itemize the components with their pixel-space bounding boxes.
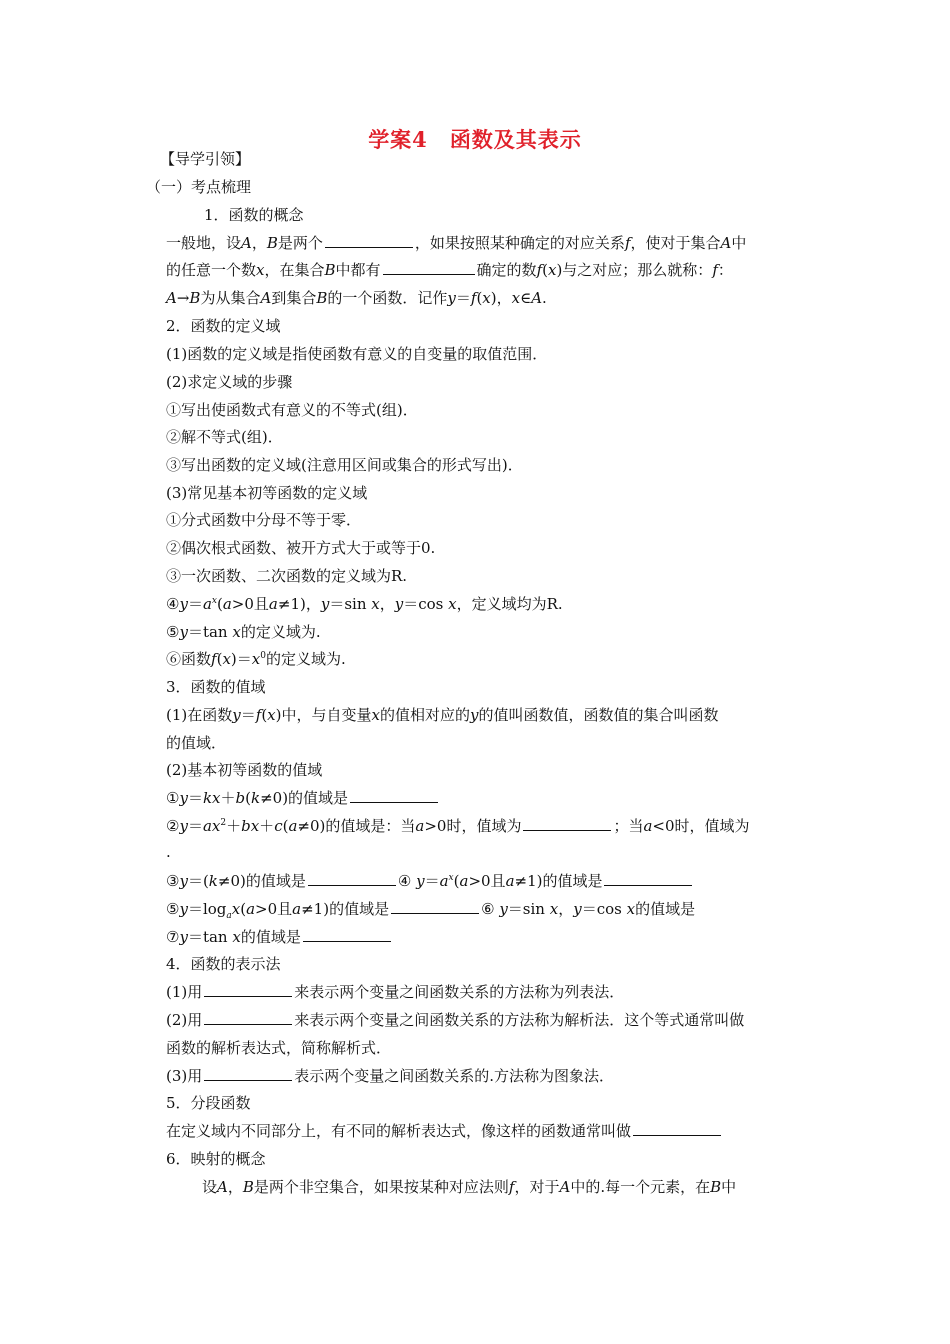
s2-p3-6: ⑥函数$f(x)=x^0$的定义域为. <box>166 650 346 668</box>
s4-p2-cont: 函数的解析表达式，简称解析式． <box>166 1039 392 1057</box>
s4-heading: 4．函数的表示法 <box>166 955 281 973</box>
s4-p3: (3)用 表示两个变量之间函数关系的.方法称为图象法． <box>166 1067 615 1085</box>
answer-blank <box>633 1121 721 1136</box>
answer-blank <box>604 871 692 886</box>
s2-p3: (3)常见基本初等函数的定义域 <box>166 484 368 502</box>
s2-p3-1: ①分式函数中分母不等于零． <box>166 511 362 529</box>
s1-line3: A→B为从集合A到集合B的一个函数．记作y＝f(x)，x∈A. <box>166 289 547 307</box>
answer-blank <box>308 871 396 886</box>
s4-p2: (2)用 来表示两个变量之间函数关系的方法称为解析法．这个等式通常叫做 <box>166 1011 745 1029</box>
s1-heading: 1．函数的概念 <box>204 206 304 224</box>
page-title <box>0 124 950 154</box>
s1-line1: 一般地，设A，B是两个 ，如果按照某种确定的对应关系f，使对于集合A中 <box>166 234 747 252</box>
title-topic: 函数及其表示 <box>449 127 582 152</box>
s3-p1-cont: 的值域． <box>166 734 227 752</box>
s1-line2: 的任意一个数x，在集合B中都有 确定的数f(x)与之对应；那么就称：f： <box>166 261 733 279</box>
section-heading: （一）考点梳理 <box>146 178 252 196</box>
answer-blank <box>204 1066 292 1081</box>
s3-item2: $②y=ax^2+bx+c(a\ne 0)$的值域是：当a>0时，值域为 ；当a<0时，值域为 <box>166 817 750 835</box>
s6-p1: 设A，B是两个非空集合，如果按某种对应法则f，对于A中的.每一个元素，在B中 <box>202 1178 737 1196</box>
s2-p2: (2)求定义域的步骤 <box>166 373 293 391</box>
s2-p2-1: ①写出使函数式有意义的不等式(组)． <box>166 401 418 419</box>
s3-item1: ①y＝kx＋b(k≠0)的值域是 <box>166 788 440 808</box>
s4-p1: (1)用 来表示两个变量之间函数关系的方法称为列表法． <box>166 983 625 1001</box>
answer-blank <box>350 788 438 803</box>
s2-p2-3: ③写出函数的定义域(注意用区间或集合的形式写出)． <box>166 456 523 474</box>
s3-p1: (1)在函数y＝f(x)中，与自变量x的值相对应的y的值叫函数值，函数值的集合叫函数 <box>166 706 719 724</box>
s3-item2-cont: . <box>166 843 171 861</box>
s2-p2-2: ②解不等式(组)． <box>166 428 283 446</box>
s2-p3-5: ⑤y＝tan x的定义域为. <box>166 623 321 641</box>
s6-heading: 6．映射的概念 <box>166 1150 266 1168</box>
answer-blank <box>204 982 292 997</box>
answer-blank <box>325 233 413 248</box>
answer-blank <box>204 1010 292 1025</box>
s3-item7: ⑦y＝tan x的值域是 <box>166 927 393 947</box>
s2-heading: 2．函数的定义域 <box>166 317 281 335</box>
answer-blank <box>523 816 611 831</box>
s3-p2: (2)基本初等函数的值域 <box>166 761 323 779</box>
s2-p3-2: ②偶次根式函数、被开方式大于或等于0. <box>166 539 436 557</box>
s3-item5-6: $⑤y=\log_ax(a>0$且a≠1)的值域是 ⑥ y＝sin x，y＝cos x的值域是 <box>166 900 696 921</box>
s2-p1: (1)函数的定义域是指使函数有意义的自变量的取值范围． <box>166 345 548 363</box>
title-lesson-number: 学案4 <box>368 127 428 152</box>
s5-heading: 5．分段函数 <box>166 1094 251 1112</box>
s3-heading: 3．函数的值域 <box>166 678 266 696</box>
guide-heading: 【导学引领】 <box>160 150 251 168</box>
s3-item3-4: ③y＝(k≠0)的值域是 ④ $y=a^x(a>0$且a≠1)的值域是 <box>166 871 694 891</box>
answer-blank <box>391 899 479 914</box>
s2-p3-3: ③一次函数、二次函数的定义域为R. <box>166 567 408 585</box>
s5-p1: 在定义域内不同部分上，有不同的解析表达式，像这样的函数通常叫做 <box>166 1121 723 1141</box>
answer-blank <box>383 260 475 275</box>
s2-p3-4: $④y=a^x(a>0$且a≠1)，y＝sin x，y＝cos x，定义域均为R. <box>166 595 563 613</box>
answer-blank <box>303 927 391 942</box>
